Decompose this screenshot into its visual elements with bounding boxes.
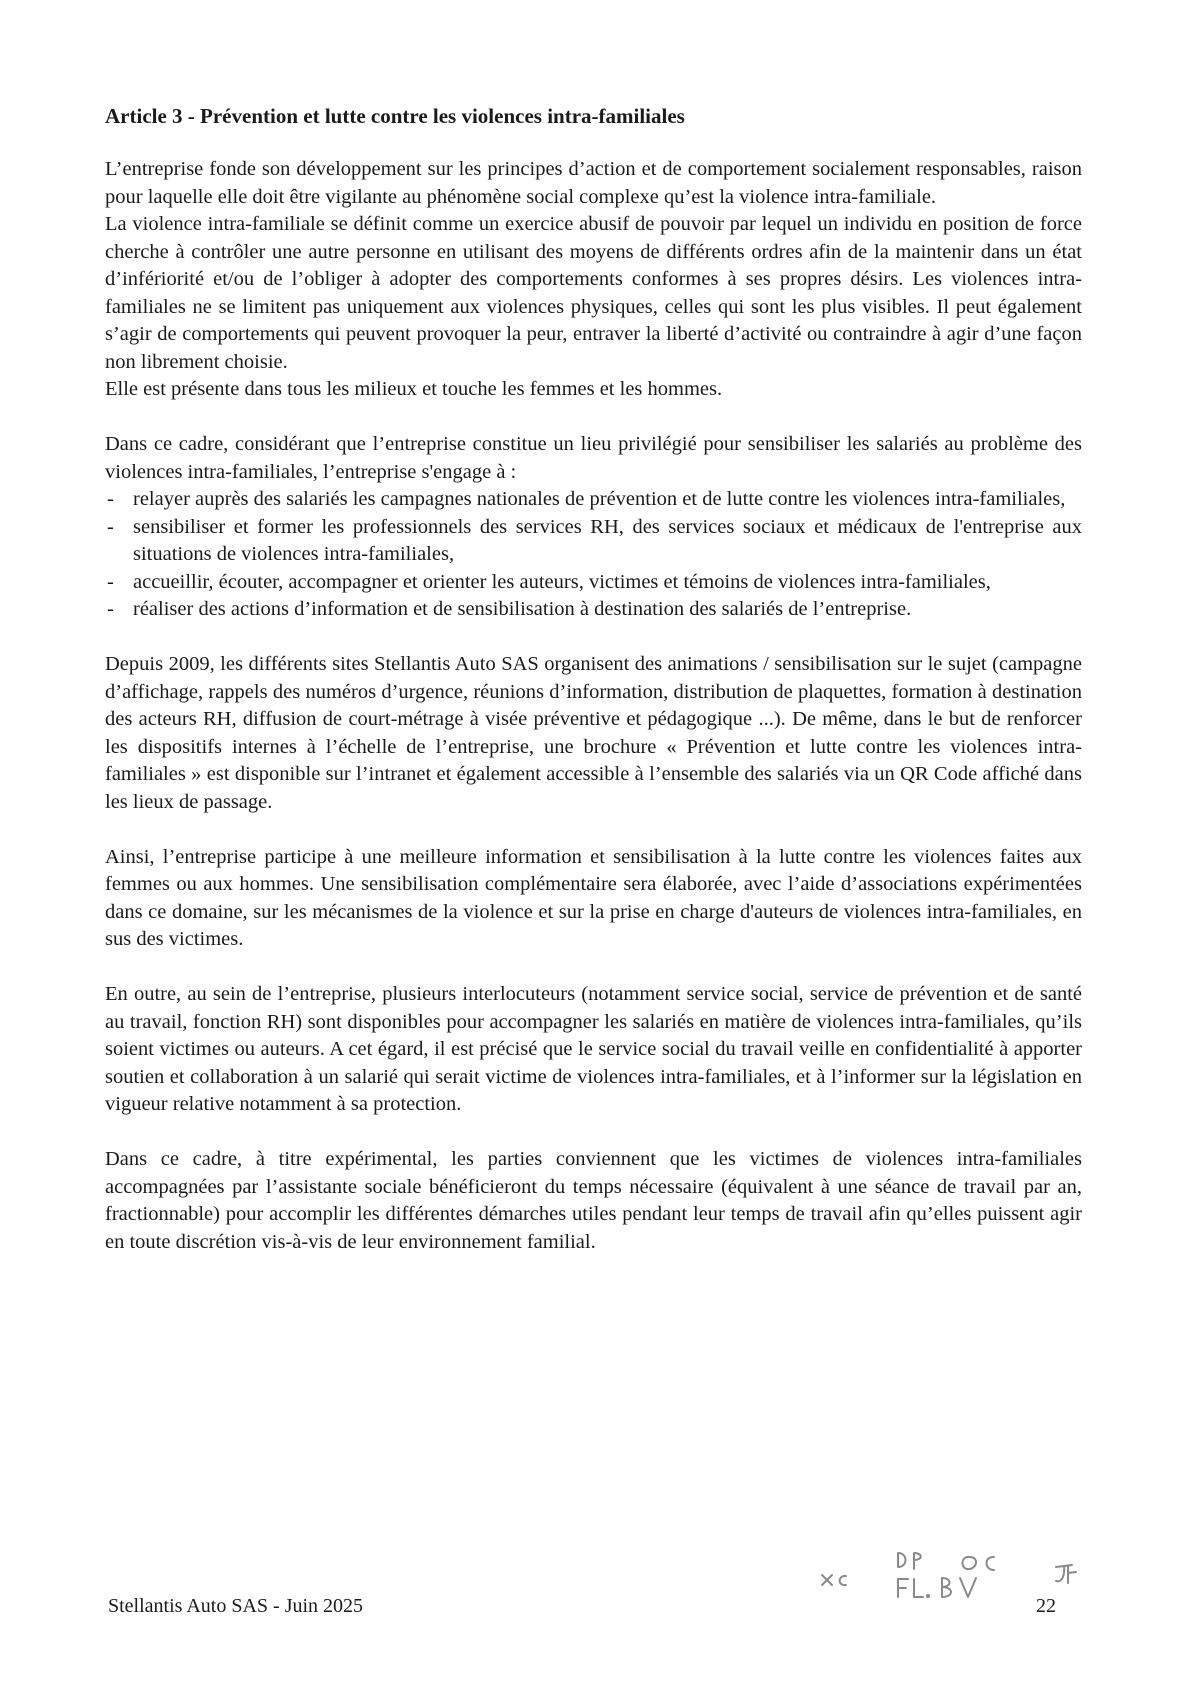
experimental-paragraph: Dans ce cadre, à titre expérimental, les parties conviennent que les victimes de violences intra-familiales accompagnées par l’assistante sociale bénéficieront du temps nécessaire (équivalent à une séance de travail par an, fractionnable) pour accomplir les différentes démarches utiles pendant leur temps de travail afin qu’elles puissent agir en toute discrétion vis-à-vis de leur environnement familial. [105, 1148, 1082, 1253]
ainsi-section [105, 844, 1082, 954]
ainsi-paragraph: Ainsi, l’entreprise participe à une meilleure information et sensibilisation à la lutte contre les violences faites aux femmes ou aux hommes. Une sensibilisation complémentaire sera élaborée, avec l’aide d’associations expérimentées dans ce domaine, sur les mécanismes de la violence et sur la prise en charge d'auteurs de violences intra-familiales, en sus des victimes. [105, 845, 1082, 950]
commitment-item: - relayer auprès des salariés les campagnes nationales de prévention et de lutte contre les violences intra-familiales, [105, 486, 1082, 514]
initials-bv-v [960, 1578, 976, 1597]
en-outre-paragraph: En outre, au sein de l’entreprise, plusieurs interlocuteurs (notamment service social, service de prévention et de santé au travail, fonction RH) sont disponibles pour accompagner les salariés en matière de violences intra-familiales, qu’ils soient victimes ou auteurs. A cet égard, il est précisé que le service social du travail veille en confidentialité à apporter soutien et collaboration à un salarié qui serait victime de violences intra-familiales, et à l’informer sur la législation en vigueur relative notamment à sa protection. [105, 983, 1082, 1115]
intro-paragraph-1: L’entreprise fonde son développement sur les principes d’action et de comportement socialement responsables, raison pour laquelle elle doit être vigilante au phénomène social complexe qu’est la violence intra-familiale. [105, 158, 1082, 208]
initials-xc-c [840, 1576, 846, 1585]
initials-dp-d [898, 1553, 906, 1567]
article-heading: Article 3 - Prévention et lutte contre les violences intra-familiales [105, 104, 685, 128]
initials-jf-f [1068, 1567, 1076, 1583]
en-outre-section [105, 981, 1082, 1119]
intro-paragraph-3: Elle est présente dans tous les milieux et touche les femmes et les hommes. [105, 378, 723, 400]
initials-fl-dot [927, 1595, 929, 1597]
commitment-item: - sensibiliser et former les professionnels des services RH, des services sociaux et médicaux de l'entreprise aux situations de violences intra-familiales, [105, 514, 1082, 569]
commitment-item: - réaliser des actions d’information et de sensibilisation à destination des salariés de l’entreprise. [105, 596, 1082, 624]
initials-fl-f [898, 1579, 908, 1597]
commitment-item: - accueillir, écouter, accompagner et orienter les auteurs, victimes et témoins de violences intra-familiales, [105, 569, 1082, 597]
intro-paragraph-2: La violence intra-familiale se définit comme un exercice abusif de pouvoir par lequel un individu en position de force cherche à contrôler une autre personne en utilisant des moyens de différents ordres afin de la maintenir dans un état d’infériorité et/ou de l’obliger à adopter des comportements conformes à ses propres désirs. Les violences intra-familiales ne se limitent pas uniquement aux violences physiques, celles qui sont les plus visibles. Il peut également s’agir de comportements qui peuvent provoquer la peur, entraver la liberté d’activité ou contraindre à agir d’une façon non librement choisie. [105, 213, 1082, 373]
initials-oc-o [963, 1557, 977, 1569]
since-2009-paragraph: Depuis 2009, les différents sites Stellantis Auto SAS organisent des animations / sensibilisation sur le sujet (campagne d’affichage, rappels des numéros d’urgence, réunions d’information, distribution de plaquettes, formation à destination des acteurs RH, diffusion de court-métrage à visée préventive et pédagogique ...). De même, dans le but de renforcer les dispositifs internes à l’échelle de l’entreprise, une brochure « Prévention et lutte contre les violences intra-familiales » est disponible sur l’intranet et également accessible à l’ensemble des salariés via un QR Code affiché dans les lieux de passage. [105, 653, 1082, 813]
initials-xc-x [822, 1575, 832, 1585]
initials-bv-b [942, 1578, 951, 1597]
initials-dp-p [914, 1553, 921, 1569]
commitments-section [105, 431, 1082, 624]
page-number: 22 [1036, 1595, 1056, 1617]
since-2009-section [105, 651, 1082, 816]
footer-document-label: Stellantis Auto SAS - Juin 2025 [108, 1595, 364, 1617]
experimental-section [105, 1146, 1082, 1256]
intro-section [105, 156, 1082, 404]
document-body [105, 103, 1082, 1284]
commitments-intro: Dans ce cadre, considérant que l’entreprise constitue un lieu privilégié pour sensibiliser les salariés au problème des violences intra-familiales, l’entreprise s'engage à : [105, 433, 1082, 483]
initials-fl-l [914, 1579, 923, 1597]
initials-oc-c [987, 1557, 995, 1570]
commitments-list [105, 486, 1082, 624]
